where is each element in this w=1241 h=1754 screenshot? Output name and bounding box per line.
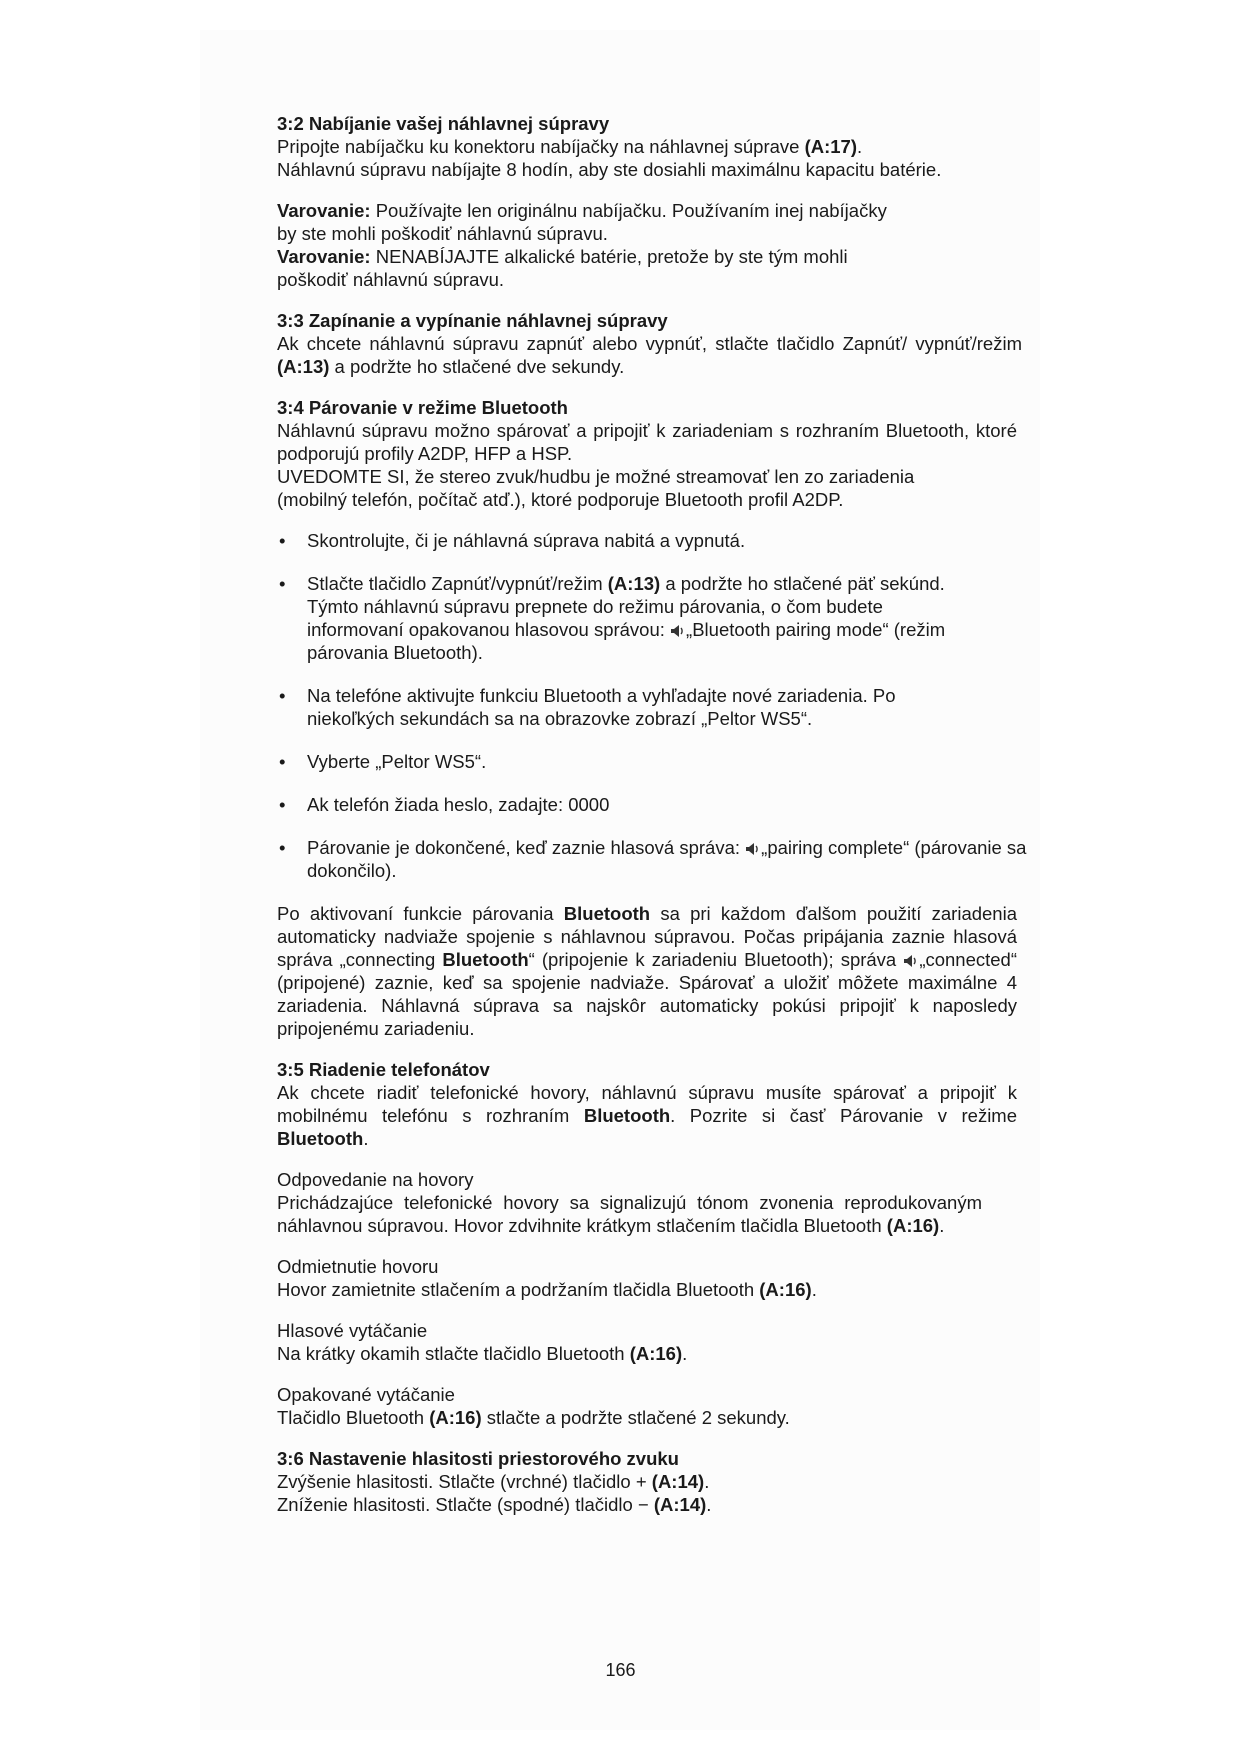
subheading: Odpovedanie na hovory bbox=[277, 1169, 474, 1190]
subheading: Odmietnutie hovoru bbox=[277, 1256, 439, 1277]
section-volume bbox=[277, 1447, 1017, 1516]
list-item: • Párovanie je dokončené, keď zaznie hlasová správa: „pairing complete“ (párovanie sa dokončilo). bbox=[279, 837, 1027, 881]
paragraph: Zníženie hlasitosti. Stlačte (spodné) tlačidlo − (A:14). bbox=[277, 1494, 712, 1515]
section-charging bbox=[277, 112, 1017, 291]
section-heading: 3:2 Nabíjanie vašej náhlavnej súpravy bbox=[277, 113, 610, 134]
section-bluetooth-pairing bbox=[277, 396, 1027, 1040]
paragraph: Náhlavnú súpravu možno spárovať a pripojiť k zariadeniam s rozhraním Bluetooth, ktoré podporujú profily A2DP, HFP a HSP. bbox=[277, 420, 1017, 464]
warning-note: Varovanie: NENABÍJAJTE alkalické batérie, pretože by ste tým mohli poškodiť náhlavnú súpravu. bbox=[277, 246, 848, 290]
paragraph: Hovor zamietnite stlačením a podržaním tlačidla Bluetooth (A:16). bbox=[277, 1279, 817, 1300]
section-heading: 3:4 Párovanie v režime Bluetooth bbox=[277, 397, 568, 418]
speaker-icon bbox=[903, 954, 919, 968]
list-item: • Stlačte tlačidlo Zapnúť/vypnúť/režim (A:13) a podržte ho stlačené päť sekúnd. Týmto náhlavnú súpravu prepnete do režimu párovania, o čom budete informovaní opakovanou hlasovou správou: „Bluetooth pairing mode“ (režim párovania Bluetooth). bbox=[279, 573, 946, 663]
warning-note: Varovanie: Používajte len originálnu nabíjačku. Používaním inej nabíjačky by ste mohli poškodiť náhlavnú súpravu. bbox=[277, 200, 887, 244]
section-heading: 3:3 Zapínanie a vypínanie náhlavnej súpravy bbox=[277, 310, 668, 331]
paragraph: Po aktivovaní funkcie párovania Bluetooth sa pri každom ďalšom použití zariadenia automaticky nadviaže spojenie s náhlavnou súpravou. Počas pripájania zaznie hlasová správa „connecting Bluetooth“ (pripojenie k zariadeniu Bluetooth); správa „connected“ (pripojené) zaznie, keď sa spojenie nadviaže. Spárovať a uložiť môžete maximálne 4 zariadenia. Náhlavná súprava sa najskôr automaticky pokúsi pripojiť k naposledy pripojenému zariadeniu. bbox=[277, 903, 1018, 1039]
document-body bbox=[277, 112, 1027, 1516]
page-number: 166 bbox=[605, 1660, 636, 1680]
section-call-control bbox=[277, 1058, 1017, 1429]
section-heading: 3:6 Nastavenie hlasitosti priestorového zvuku bbox=[277, 1448, 679, 1469]
speaker-icon bbox=[745, 842, 761, 856]
pairing-steps-list bbox=[277, 529, 1027, 882]
section-power-on-off bbox=[277, 309, 1022, 378]
subheading: Opakované vytáčanie bbox=[277, 1384, 455, 1405]
paragraph: Prichádzajúce telefonické hovory sa signalizujú tónom zvonenia reprodukovaným náhlavnou súpravou. Hovor zdvihnite krátkym stlačením tlačidla Bluetooth (A:16). bbox=[277, 1192, 982, 1236]
paragraph: Pripojte nabíjačku ku konektoru nabíjačky na náhlavnej súprave (A:17). Náhlavnú súpravu nabíjajte 8 hodín, aby ste dosiahli maximálnu kapacitu batérie. bbox=[277, 136, 942, 180]
speaker-icon bbox=[670, 624, 686, 638]
subheading: Hlasové vytáčanie bbox=[277, 1320, 428, 1341]
paragraph: Ak chcete riadiť telefonické hovory, náhlavnú súpravu musíte spárovať a pripojiť k mobilnému telefónu s rozhraním Bluetooth. Pozrite si časť Párovanie v režime Bluetooth. bbox=[277, 1082, 1018, 1149]
list-item: • Ak telefón žiada heslo, zadajte: 0000 bbox=[279, 794, 610, 815]
list-item: • Skontrolujte, či je náhlavná súprava nabitá a vypnutá. bbox=[279, 530, 746, 551]
section-heading: 3:5 Riadenie telefonátov bbox=[277, 1059, 490, 1080]
paragraph: Ak chcete náhlavnú súpravu zapnúť alebo vypnúť, stlačte tlačidlo Zapnúť/ vypnúť/režim (A:13) a podržte ho stlačené dve sekundy. bbox=[277, 333, 1022, 377]
list-item: • Vyberte „Peltor WS5“. bbox=[279, 751, 487, 772]
paragraph: Tlačidlo Bluetooth (A:16) stlačte a podržte stlačené 2 sekundy. bbox=[277, 1407, 790, 1428]
paragraph: UVEDOMTE SI, že stereo zvuk/hudbu je možné streamovať len zo zariadenia (mobilný telefón, počítač atď.), ktoré podporuje Bluetooth profil A2DP. bbox=[277, 466, 915, 510]
paragraph: Na krátky okamih stlačte tlačidlo Bluetooth (A:16). bbox=[277, 1343, 688, 1364]
list-item: • Na telefóne aktivujte funkciu Bluetooth a vyhľadajte nové zariadenia. Po niekoľkých sekundách sa na obrazovke zobrazí „Peltor WS5“. bbox=[279, 685, 896, 729]
paragraph: Zvýšenie hlasitosti. Stlačte (vrchné) tlačidlo + (A:14). bbox=[277, 1471, 710, 1492]
